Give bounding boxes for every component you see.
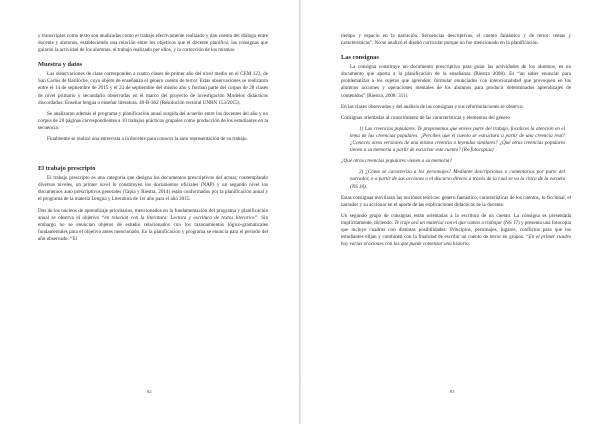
- paragraph-text: . Sin embargo no se enuncian objetos de estudio relacionados con los razonamientos lógico-gramaticales fundamentales para el objetivo antes mencionado. En la planificación y programa se enuncia para el período del año observado: “El: [38, 214, 269, 242]
- left-page: [0, 0, 299, 424]
- right-page: [301, 0, 600, 424]
- paragraph: La consigna constituye un documento prescriptivo para guiar las actividades de los alumnos, es un documento que aporta a la planificación de la enseñanza (Riestra 2008). Es “un saber enunciar para problematizar a los sujetos que aprenden: formular enunciados con intencionalidad que provoquen en los alumnos acciones y operaciones mentales de los alumnos para producir determinados aprendizajes de contenidos” (Riestra, 2008: 311).: [341, 64, 571, 99]
- paragraph-text: Dos de los núcleos de aprendizaje prioritarios, mencionados en la fundamentación del programa y planificación anual se observa el objetivo: [38, 207, 268, 221]
- quoted-text: “en relación con la literatura: Lectura y escritura de textos literarios”: [101, 214, 258, 221]
- paragraph: [341, 213, 571, 248]
- quoted-text: Te traje acá un material con el que vamos a trabajar: [394, 219, 503, 226]
- section-heading-consignas: Las consignas: [341, 54, 379, 62]
- paragraph: Consignas orientadas al conocimiento de las características y elementos del género: [341, 114, 510, 121]
- section-heading-trabajo-prescripto: El trabajo prescripto: [38, 165, 96, 173]
- paragraph: [38, 208, 268, 243]
- page-number: 83: [450, 389, 455, 394]
- paragraph-text: (NS 17) y presenta una fotocopia que incluye cuadros con distintas posibilidades: Principios, personajes, lugares, conflictos para que los estudiantes elijan y combinen con la finalidad de escribir un cuento de terror en grupos.: [341, 219, 572, 241]
- paragraph-text: Un segundo grupo de consignas están orientadas a la escritura de un cuento. La consigna es presentada implícitamente, diciendo:: [341, 212, 571, 226]
- quoted-consigna: 2) ¿Cómo se caracteriza a los personajes? Mediante descripciones o comentarios por parte del narrador, o a partir de sus acciones o el discurso directo a través de la cual se va la chica de la escuela (NS 16).: [350, 169, 565, 190]
- section-heading-muestra: Muestra y datos: [38, 61, 83, 69]
- paragraph: y transcriptas como texto son analizadas como el trabajo efectivamente realizado y dan cuenta del diálogo entre docente y alumnos, estableciendo una relación entre los objetivos que el docente planificó, las consignas que guiaron la actividad de los alumnos, el trabajo realizado por ellos, y la corrección de los mismos.: [38, 33, 268, 54]
- paragraph: Finalmente se realizó una entrevista a la docente para conocer la auto representación de su trabajo.: [47, 136, 248, 143]
- paragraph: Se analizaron además el programa y planificación anual surgida del acuerdo entre los docentes del año y un corpus de 28 páginas correspondientes a 10 trabajos prácticos grupales como producción de los estudiantes en la secuencia.: [38, 110, 268, 131]
- quoted-consigna: ¿Qué otras creencias populares vienen a su memoria?: [341, 158, 452, 165]
- paragraph: tiempo y espacio en la narración. Secuencias descriptivas, el cuento fantástico y de terror: temas y características”. No se analizó el diseño curricular porque no fue mencionado en la planificación.: [341, 33, 571, 47]
- paragraph: El trabajo prescripto es una categoría que designa los documentos prescriptivos del actuar, contemplando diversos niveles, un primer nivel lo constituyen los documentos oficiales (NAP) y un segundo nivel los documentos auto prescriptivos generales (Tapia y Riestra, 2014) están conformados por la planificación anual y el programa de la materia Lengua y Literatura de 1er año para el año 2015.: [38, 175, 268, 203]
- quoted-text: “En el primer cuadro hay varias oraciones con las que puede comenzar una historia.: [341, 234, 571, 248]
- paragraph: Las observaciones de clase corresponden a cuatro clases de primer año del nivel medio en el CEM 123, de San Carlos de Bariloche, cuyo objeto de enseñanza el género cuento de terror. Estas observaciones se realizaron entre el 14 de septiembre de 2015 y el 23 de septiembre del mismo año y forman parte del corpus de 28 clases de nivel primario y secundario observadas en el marco del proyecto de investigación Modelos didácticos discordados: Enseñar lengua o enseñar literatura. 40-B-362 (Resolución rectoral UNRN 153/2015).: [38, 71, 268, 106]
- right-text-column: [341, 33, 571, 248]
- paragraph: Estas consignas movilizan las nociones teóricas: género fantástico, características de los cuentos, lo ficcional, el narrador y su accionar en el aparte de las explicaciones didácticas de la docente.: [341, 194, 571, 208]
- page-number: 82: [147, 389, 152, 394]
- left-text-column: [38, 33, 268, 243]
- quoted-consigna: 1) Las creencias populares. Te proponemos que envíes parte del trabajo, focalices la atención en el tema de las creencias populares. ¿Percibes que el cuento se estructura a partir de una creencia real? ¿Conoces otras versiones de una misma creencia o leyendas similares? ¿Qué otras creencias populares tienen a su memoria a partir de escuchar este cuento? (Ro fotocopias): [350, 125, 565, 154]
- paragraph: En las clases observadas y del análisis de las consignas y sus reformulaciones se observa:: [341, 103, 524, 110]
